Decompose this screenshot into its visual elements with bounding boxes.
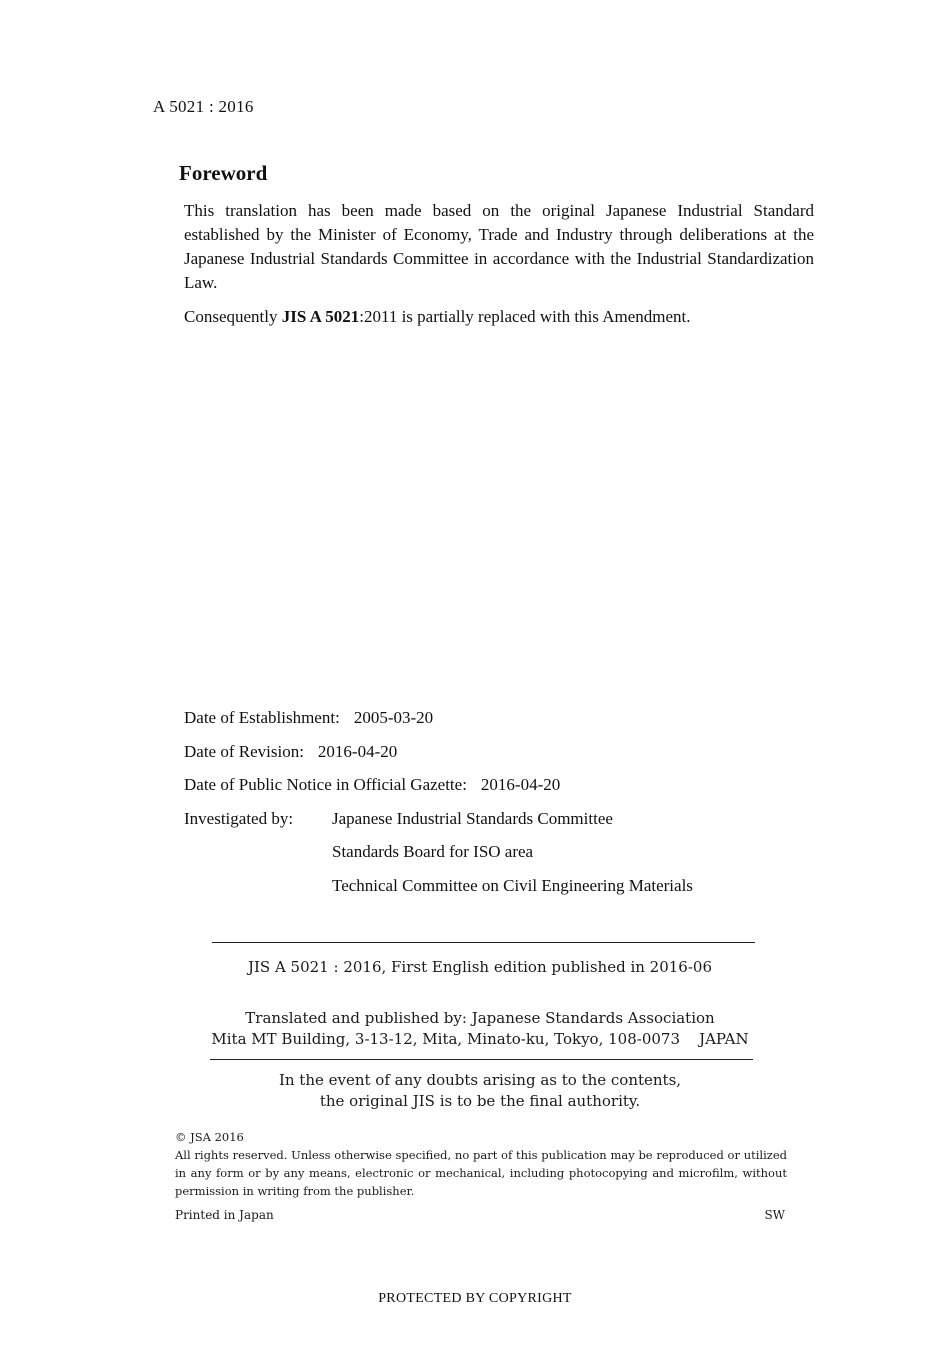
investigated-row-3 — [184, 874, 693, 908]
investigated-line-3: Technical Committee on Civil Engineering Materials — [332, 875, 693, 895]
foreword-paragraph: This translation has been made based on the original Japanese Industrial Standard established by the Minister of Economy, Trade and Industry through deliberations at the Japanese Industrial Standards Committee in accordance with the Industrial Standardization Law. — [184, 201, 814, 292]
revision-row — [184, 740, 693, 774]
authority-note — [150, 1070, 810, 1112]
foreword-amendment-note — [184, 305, 814, 329]
authority-note-line-2: the original JIS is to be the final authority. — [319, 1092, 641, 1110]
top-divider — [212, 942, 755, 943]
investigated-line-2: Standards Board for ISO area — [332, 842, 534, 861]
amendment-suffix: :2011 is partially replaced with this Amendment. — [359, 307, 691, 326]
establishment-value: 2005-03-20 — [353, 708, 434, 727]
dates-block — [184, 706, 693, 907]
investigated-label: Investigated by: — [184, 808, 294, 828]
printer-code: SW — [764, 1208, 785, 1222]
rights-statement: All rights reserved. Unless otherwise specified, no part of this publication may be reproduced or utilized in any form or by any means, electronic or mechanical, including photocopying and microfilm, without permission in writing from the publisher. — [175, 1148, 787, 1198]
investigated-row-2 — [184, 840, 693, 874]
foreword-title: Foreword — [179, 161, 268, 185]
authority-note-line-1: In the event of any doubts arising as to the contents, — [278, 1071, 682, 1089]
copyright-block — [175, 1128, 787, 1200]
middle-divider — [210, 1059, 753, 1060]
standard-header: A 5021 : 2016 — [153, 97, 254, 116]
revision-value: 2016-04-20 — [317, 741, 398, 761]
amendment-standard-ref: JIS A 5021 — [281, 307, 360, 326]
printed-in-label: Printed in Japan — [175, 1208, 274, 1222]
gazette-value: 2016-04-20 — [480, 775, 561, 794]
publisher-block — [150, 1008, 810, 1050]
gazette-row — [184, 773, 693, 807]
investigated-line-1: Japanese Industrial Standards Committee — [332, 808, 613, 828]
printed-row — [175, 1208, 787, 1222]
edition-line: JIS A 5021 : 2016, First English edition published in 2016-06 — [247, 958, 713, 976]
gazette-label: Date of Public Notice in Official Gazette: — [184, 775, 467, 794]
protected-footer: PROTECTED BY COPYRIGHT — [378, 1291, 572, 1306]
revision-label: Date of Revision: — [184, 741, 304, 761]
investigated-row — [184, 807, 693, 841]
copyright-notice: © JSA 2016 — [175, 1130, 244, 1144]
amendment-prefix: Consequently — [184, 307, 282, 326]
establishment-row — [184, 706, 693, 740]
translated-by-line: Translated and published by: Japanese Standards Association — [245, 1009, 715, 1027]
publisher-address: Mita MT Building, 3-13-12, Mita, Minato-ku, Tokyo, 108-0073 JAPAN — [211, 1030, 749, 1048]
establishment-label: Date of Establishment: — [184, 708, 340, 727]
